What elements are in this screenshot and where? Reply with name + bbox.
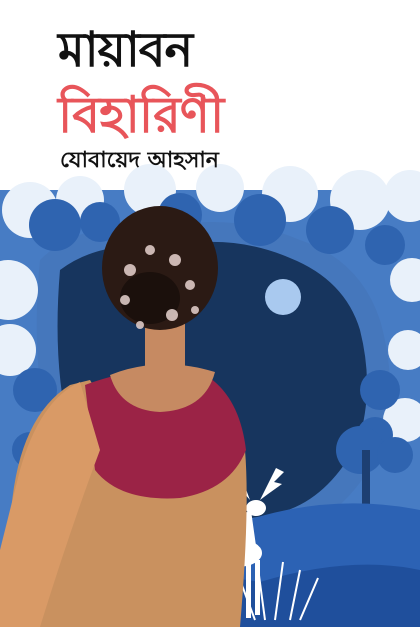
- book-title-line-1: মায়াবন: [58, 22, 193, 78]
- author-name: যোবায়েদ আহসান: [60, 148, 219, 173]
- moon-icon: [265, 279, 301, 315]
- book-title-line-2: বিহারিণী: [58, 86, 224, 144]
- cover-illustration: [0, 150, 420, 627]
